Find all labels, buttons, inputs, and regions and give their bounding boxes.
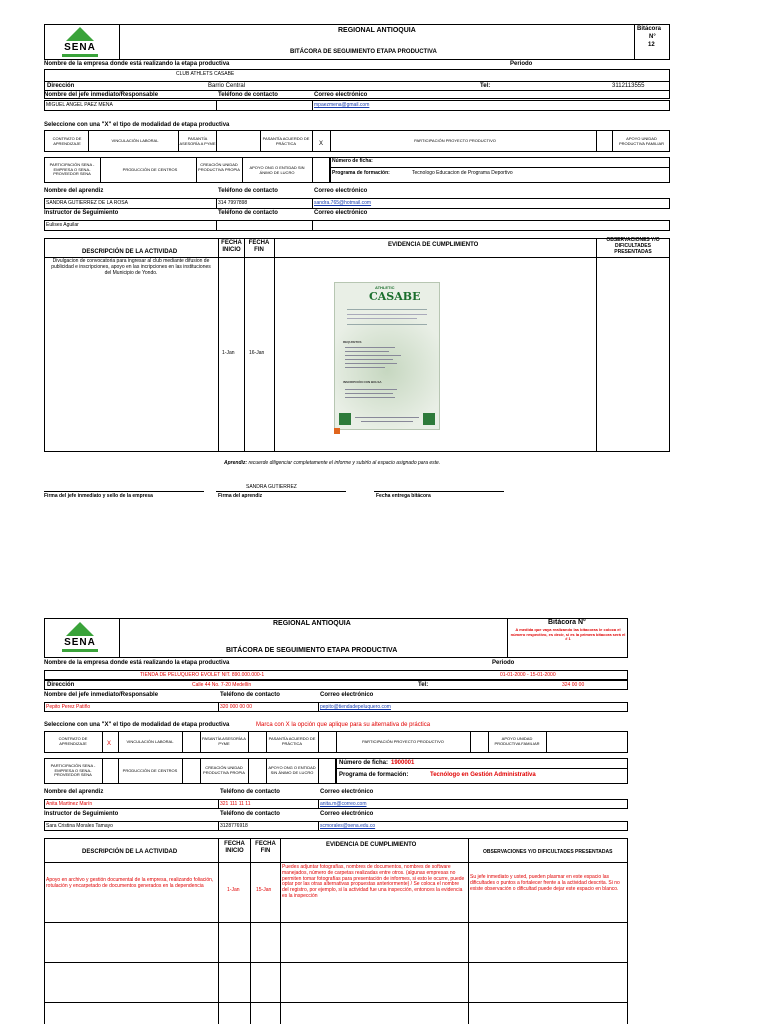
form2-company-value: TIENDA DE PELUQUERO EVOLET NIT. 890.000.000-1 — [140, 672, 265, 678]
form2-instructor-correo-label: Correo electrónico — [320, 811, 374, 817]
form2-col-descripcion: DESCRIPCIÓN DE LA ACTIVIDAD — [82, 849, 178, 855]
poster-title: CASABE — [369, 290, 421, 303]
form1-aprendiz-note: Aprendiz: recuerde diligenciar completamente el informe y subirlo al espacio asignado para este. — [224, 460, 441, 466]
form2-mod-unidad-familiar: APOYO UNIDAD PRODUCTIVA FAMILIAR — [494, 736, 540, 746]
form2-direccion-value: Calle 44 No. 7-20 Medellín — [192, 682, 252, 688]
form1-instructor-value: Eulises Aguilar — [46, 222, 79, 228]
form1-programa-label: Programa de formación: — [332, 170, 390, 176]
form2-activity-desc: Apoyo en archivo y gestión documental de la empresa, realizando foliación, rotulación y encarpetado de documentos generados en la dependencia — [46, 877, 214, 889]
form1-mod-contrato: CONTRATO DE APRENDIZAJE — [52, 136, 82, 146]
form2-activity-start: 1-Jan — [227, 887, 240, 893]
form2-aprendiz-correo-label: Correo electrónico — [320, 789, 374, 795]
poster-title-top: ATHLETIC — [375, 285, 395, 290]
form2-bitacora-label: Bitácora N° — [548, 619, 586, 626]
form2-col-fecha-fin: FECHA FIN — [255, 841, 276, 854]
form2-ficha-value: 1900001 — [391, 760, 415, 766]
form2-modalidad-hint: Marca con X la opción que aplique para su alternativa de práctica — [256, 722, 431, 728]
form1-activity-start: 1-Jan — [222, 350, 235, 356]
sena-logo-2: SENA — [62, 622, 98, 652]
form2-mod-creacion: CREACIÓN UNIDAD PRODUCTIVA PROPIA — [203, 765, 245, 775]
form2-programa-value: Tecnólogo en Gestión Administrativa — [430, 772, 536, 778]
form2-tel-contacto-label: Teléfono de contacto — [220, 692, 280, 698]
sena-logo-icon — [66, 27, 94, 41]
form1-mod-sena-empresa: PARTICIPACIÓN SENA - EMPRESA O SENA-PROVEEDOR SENA — [49, 162, 95, 177]
form2-mod-proyecto: PARTICIPACIÓN PROYECTO PRODUCTIVO — [362, 739, 444, 744]
form1-tel-value: 3112113555 — [612, 83, 645, 89]
form1-col-descripcion: DESCRIPCIÓN DE LA ACTIVIDAD — [82, 249, 178, 255]
form1-col-fecha-inicio: FECHA INICIO — [221, 240, 242, 253]
form2-bitacora-note: A medida que vaya realizando las bitacoras le coloca el número respectivo, es decir, si es la primera bitacora será el # 1 — [510, 627, 626, 642]
form1-sign-name: SANDRA GUTIERREZ — [246, 484, 297, 490]
form1-tel-label: Tel: — [480, 83, 491, 89]
form2-mod-produccion: PRODUCCIÓN DE CENTROS — [122, 768, 178, 773]
form2-aprendiz-value: Anita Martinez Marín — [46, 801, 93, 807]
poster-section-1: REQUISITOS — [343, 340, 362, 344]
poster-section-2: INSCRIPCIÓN CON BOLSA — [343, 380, 382, 384]
form1-mod-proyecto: PARTICIPACIÓN PROYECTO PRODUCTIVO — [414, 138, 496, 143]
form1-firma-aprendiz: Firma del aprendiz — [218, 493, 263, 499]
form2-jefe-email[interactable]: pepito@tiendadepeluquero.com — [320, 704, 391, 710]
form1-modalidad-label: Seleccione con una "X" el tipo de modalidad de etapa productiva — [44, 122, 230, 128]
form1-mod-unidad-familiar: APOYO UNIDAD PRODUCTIVA FAMILIAR — [618, 136, 665, 146]
form2-tel-label: Tel: — [418, 682, 429, 688]
form2-aprendiz-label: Nombre del aprendiz — [44, 789, 104, 795]
form1-activity-end: 16-Jan — [249, 350, 265, 356]
form1-aprendiz-correo-label: Correo electrónico — [314, 188, 368, 194]
form1-ficha-label: Número de ficha: — [332, 158, 373, 164]
form1-col-fecha-fin: FECHA FIN — [248, 240, 270, 253]
form2-activity-end: 15-Jan — [256, 887, 272, 893]
form1-bitacora-no: N° — [649, 34, 656, 40]
form1-jefe-value: MIGUEL ANGEL PAEZ MENA — [46, 102, 113, 108]
form1-regional: REGIONAL ANTIOQUIA — [338, 27, 416, 34]
form1-mod-pasantia-acuerdo: PASANTÍA ACUERDO DE PRÁCTICA — [262, 136, 310, 146]
form1-correo-label: Correo electrónico — [314, 92, 368, 98]
form1-instructor-tel-label: Teléfono de contacto — [218, 210, 278, 216]
form2-periodo-label: Periodo — [492, 660, 515, 666]
form2-jefe-tel: 320 000 00 00 — [220, 704, 252, 710]
form2-periodo-value: 01-01-2000 - 15-01-2000 — [500, 672, 556, 678]
form1-periodo-label: Periodo — [510, 61, 533, 67]
form2-instructor-value: Sara Cristina Morales Tamayo — [46, 823, 113, 829]
form1-company-value: CLUB ATHLETS CASABE — [176, 71, 235, 77]
form1-jefe-label: Nombre del jefe inmediato/Responsable — [44, 92, 159, 98]
form2-col-observaciones: OBSERVACIONES Y/O DIFICULTADES PRESENTADAS — [483, 849, 613, 855]
form2-aprendiz-tel: 321 111 11 11 — [220, 801, 251, 807]
form1-tel-contacto-label: Teléfono de contacto — [218, 92, 278, 98]
form1-title: BITÁCORA DE SEGUIMIENTO ETAPA PRODUCTIVA — [290, 49, 437, 55]
form2-instructor-tel: 3128776918 — [220, 823, 248, 829]
form1-bitacora-number: 12 — [648, 42, 655, 48]
form1-activity-desc: Divulgacion de convocatoria para ingresar al club mediante difusion de publicidad e inscripciones, apoyo en las incripciones en las instituciones del Municipio de Yondo. — [51, 258, 211, 276]
form2-mod-sena-empresa: PARTICIPACIÓN SENA - EMPRESA O SENA-PROVEEDOR SENA — [50, 763, 96, 778]
form1-aprendiz-email[interactable]: sandra.765@hotmail.com — [314, 200, 372, 206]
form1-mod-ong: APOYO ONG O ENTIDAD SIN ÁNIMO DE LUCRO — [249, 165, 305, 175]
form1-mod-produccion: PRODUCCIÓN DE CENTROS — [122, 167, 178, 172]
form2-aprendiz-email[interactable]: anita.m@correo.com — [320, 801, 367, 807]
sena-logo: SENA — [62, 27, 98, 57]
form1-aprendiz-tel: 314 7997898 — [218, 200, 248, 206]
form2-programa-label: Programa de formación: — [339, 772, 409, 778]
form1-evidence-poster — [334, 282, 440, 430]
form2-mod-contrato: CONTRATO DE APRENDIZAJE — [58, 736, 88, 746]
form2-modalidad-label: Seleccione con una "X" el tipo de modalidad de etapa productiva — [44, 722, 230, 728]
form2-instructor-email[interactable]: scmorales@sena.edu.co — [320, 823, 376, 829]
form2-direccion-label: Dirección — [47, 682, 75, 688]
form1-col-observaciones: OBSERVACIONES Y/O DIFICULTADES PRESENTADAS — [606, 237, 660, 255]
form2-activity-evidence: Puedes adjuntar fotografías, nombres de documentos, nombres de software manejados, número de carpetas realizadas entre otros. (algunas empresas no permiten tomar fotografías para presentación de informes, si esto le ocurre, puede optar por las otras alternativas propuestas anteriormente) / Se coloca el nombre del registro, por ejemplo, si la actividad fue una inspección, entonces la evidencia es la inspección — [282, 864, 465, 899]
form2-col-evidencia: EVIDENCIA DE CUMPLIMIENTO — [326, 842, 417, 848]
form2-tel-value: 324 00 00 — [562, 682, 585, 688]
form1-aprendiz-value: SANDRA GUTIERREZ DE LA ROSA — [46, 200, 128, 206]
form1-direccion-value: Barrio Central — [208, 83, 246, 89]
sena-logo-icon-2 — [66, 622, 94, 636]
form2-company-label: Nombre de la empresa donde está realizando la etapa productiva — [44, 660, 230, 666]
form2-activity-obs: Su jefe inmediato y usted, pueden plasmar en este espacio las dificultades o puntos a fortalecer frente a la actividad descrita. Si no existe observación o dificultad puede dejar este espacio en blanco. — [470, 874, 620, 892]
form2-aprendiz-tel-label: Teléfono de contacto — [220, 789, 280, 795]
form1-jefe-email[interactable]: mpaezmena@gmail.com — [314, 102, 370, 108]
form1-firma-jefe: Firma del jefe inmediato y sello de la empresa — [44, 493, 153, 499]
form1-mod-vinculacion: VINCULACIÓN LABORAL — [111, 138, 159, 143]
form1-aprendiz-tel-label: Teléfono de contacto — [218, 188, 278, 194]
form2-mod-pasantia-pyme: PASANTÍA ASESORÍA A PYME — [202, 736, 246, 746]
form1-mod-creacion: CREACIÓN UNIDAD PRODUCTIVA PROPIA — [198, 162, 240, 172]
form2-jefe-value: Pepito Perez Patiño — [46, 704, 91, 710]
form2-instructor-label: Instructor de Seguimiento — [44, 811, 119, 817]
form2-col-fecha-inicio: FECHA INICIO — [224, 841, 245, 854]
form2-jefe-label: Nombre del jefe inmediato/Responsable — [44, 692, 159, 698]
form2-mark-x: X — [107, 741, 112, 747]
form1-aprendiz-label: Nombre del aprendiz — [44, 188, 104, 194]
form2-correo-label: Correo electrónico — [320, 692, 374, 698]
form2-mod-ong: APOYO ONG O ENTIDAD SIN ÁNIMO DE LUCRO — [268, 765, 316, 775]
form2-instructor-tel-label: Teléfono de contacto — [220, 811, 280, 817]
form1-col-evidencia: EVIDENCIA DE CUMPLIMIENTO — [388, 242, 479, 248]
form1-fecha-entrega: Fecha entrega bitácora — [376, 493, 431, 499]
form1-mod-pasantia-pyme: PASANTÍA ASESORÍA A PYME — [179, 136, 216, 146]
form2-title: BITÁCORA DE SEGUIMIENTO ETAPA PRODUCTIVA — [226, 647, 398, 654]
form1-programa-value: Tecnologo Educacion de Programa Deportivo — [412, 170, 513, 176]
form1-instructor-correo-label: Correo electrónico — [314, 210, 368, 216]
form2-mod-pasantia-acuerdo: PASANTÍA ACUERDO DE PRÁCTICA — [268, 736, 316, 746]
form1-poster-marker — [334, 428, 340, 434]
form2-mod-vinculacion: VINCULACIÓN LABORAL — [126, 739, 174, 744]
form1-instructor-label: Instructor de Seguimiento — [44, 210, 119, 216]
form2-regional: REGIONAL ANTIOQUIA — [273, 620, 351, 627]
form1-company-label: Nombre de la empresa donde está realizando la etapa productiva — [44, 61, 230, 67]
form1-mark-x: X — [319, 141, 324, 147]
form1-direccion-label: Dirección — [47, 83, 75, 89]
form1-bitacora-label: Bitácora — [637, 26, 662, 32]
form2-ficha-label: Número de ficha: — [339, 760, 389, 766]
